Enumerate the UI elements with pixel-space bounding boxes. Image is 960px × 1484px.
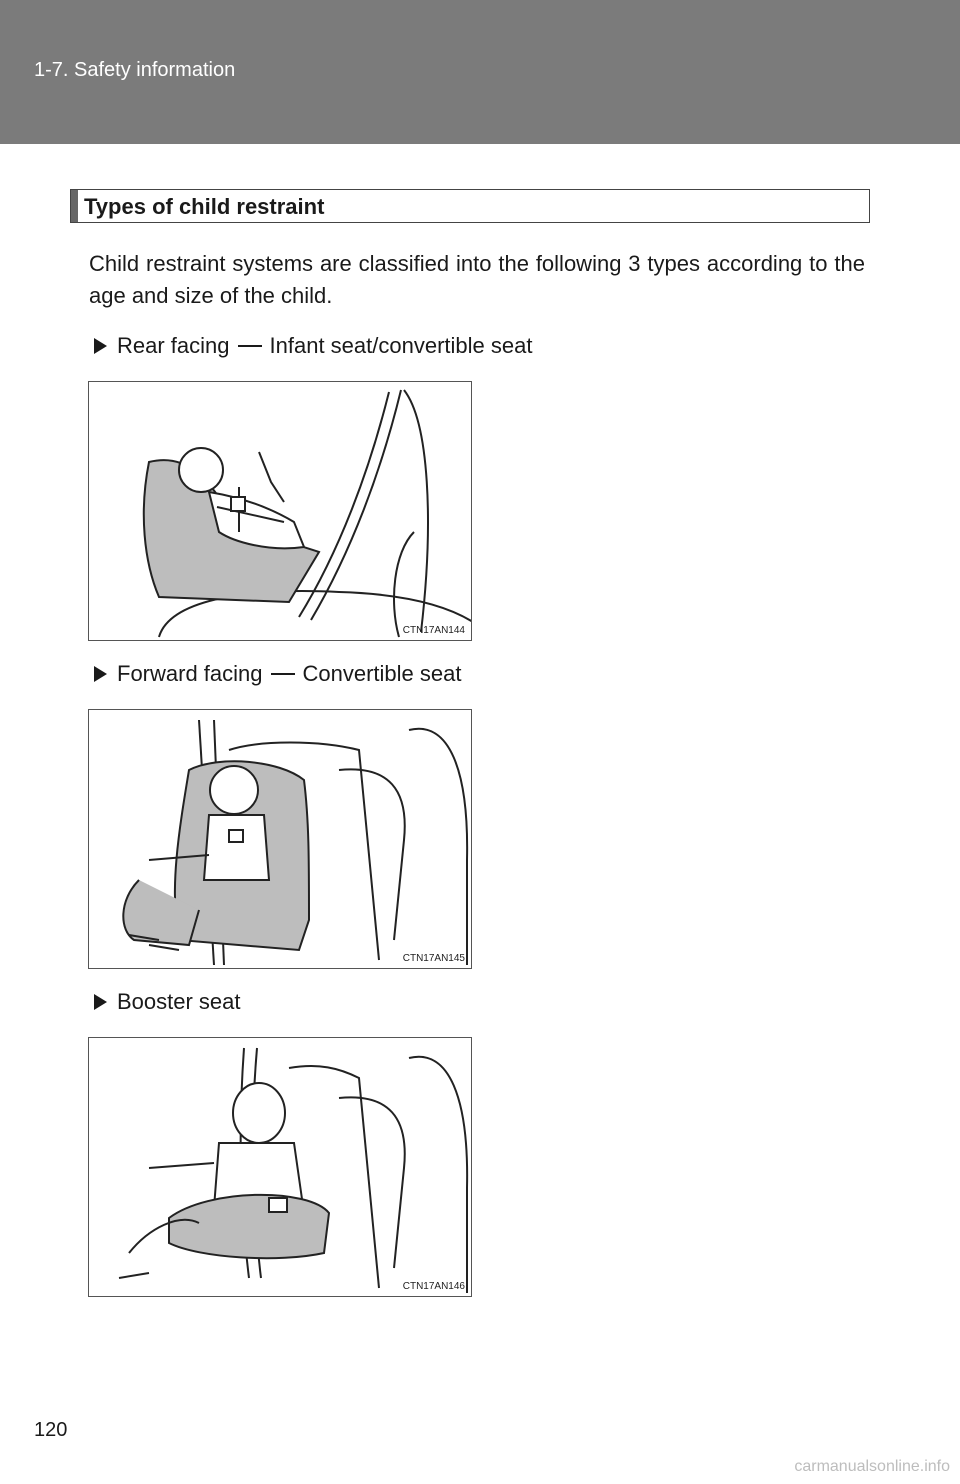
em-dash-icon xyxy=(271,673,295,674)
arrow-bullet-icon xyxy=(94,994,107,1010)
bullet-label: Booster seat xyxy=(117,989,241,1014)
figure-code: CTN17AN145 xyxy=(402,953,465,964)
arrow-bullet-icon xyxy=(94,666,107,682)
section-title-box xyxy=(70,189,870,223)
bullet-sublabel: Convertible seat xyxy=(302,661,462,686)
bullet-label: Forward facing xyxy=(117,661,263,686)
bullet-forward-facing xyxy=(94,661,462,687)
bullet-rear-facing xyxy=(94,333,532,359)
page-number: 120 xyxy=(34,1419,68,1441)
arrow-bullet-icon xyxy=(94,338,107,354)
section-label: 1-7. Safety information xyxy=(34,59,236,81)
watermark: carmanualsonline.info xyxy=(794,1458,950,1475)
booster-seat-illustration xyxy=(89,1038,472,1297)
figure-code: CTN17AN144 xyxy=(402,625,465,636)
rear-facing-seat-illustration xyxy=(89,382,472,641)
section-title: Types of child restraint xyxy=(84,194,325,219)
forward-facing-seat-illustration xyxy=(89,710,472,969)
intro-paragraph: Child restraint systems are classified into the following 3 types according to the age and size of the child. xyxy=(89,251,865,308)
figure-forward-facing xyxy=(88,709,472,969)
header-band xyxy=(0,0,960,144)
figure-rear-facing xyxy=(88,381,472,641)
em-dash-icon xyxy=(238,345,262,346)
bullet-sublabel: Infant seat/convertible seat xyxy=(269,333,533,358)
bullet-label: Rear facing xyxy=(117,333,230,358)
title-accent-bar xyxy=(71,190,78,222)
figure-code: CTN17AN146 xyxy=(402,1281,465,1292)
figure-booster-seat xyxy=(88,1037,472,1297)
bullet-booster-seat xyxy=(94,989,241,1015)
